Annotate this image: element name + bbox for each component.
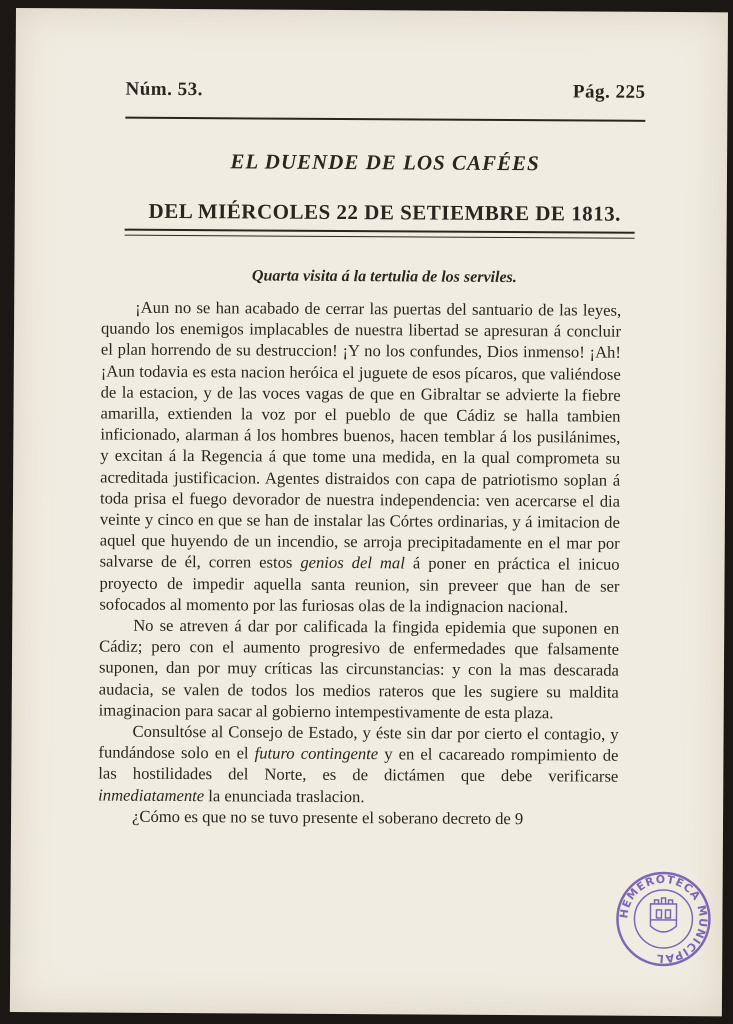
article-body <box>98 297 621 830</box>
stamp-seal-icon <box>614 870 713 969</box>
paragraph-2: No se atreven á dar por calificada la fingida epidemia que suponen en Cádiz; pero con el aumento progresivo de enfermedades que falsamente suponen, dan por muy críticas las circunstancias: y con la mas descarada audacia, se valen de todos los medios rateros que les sugiere su maldita imaginacion para sacar al gobierno intempestivamente de esta plaza. <box>98 615 620 723</box>
newspaper-page <box>10 8 728 1016</box>
svg-text:HEMEROTECA MUNICIPAL: HEMEROTECA MUNICIPAL <box>617 872 710 966</box>
issue-date: DEL MIÉRCOLES 22 DE SETIEMBRE DE 1813. <box>148 198 621 226</box>
paragraph-1: ¡Aun no se han acabado de cerrar las puertas del santuario de las leyes, quando los enemigos implacables de nuestra libertad se apresuran á concluir el plan horrendo de su destruccion! ¡Y no los confundes, Dios inmenso! ¡Ah! ¡Aun todavia es esta nacion heróica el juguete de esos pícaros, que valiéndose de la estacion, y de las voces vagas de que en Gibraltar se advierte la fiebre amarilla, extienden la voz por el pueblo de que Cádiz se halla tambien inficionado, alarman á los hombres buenos, hacen temblar á los pusilánimes, y excitan á la Regencia á que tome una medida, en la qual comprometa su acreditada justificacion. Agentes distraidos con capa de patriotismo soplan á toda prisa el fuego devorador de nuestra independencia: ven acercarse el dia veinte y cinco en que se han de instalar las Córtes ordinarias, y á imitacion de aquel que huyendo de un incendio, se arroja precipitadamente en el mar por salvarse de él, corren estos genios del mal á poner en práctica el inicuo proyecto de impedir aquella santa reunion, sin preveer que han de ser sofocados al momento por las furiosas olas de la indignacion nacional. <box>99 297 622 617</box>
library-stamp <box>614 870 713 969</box>
newspaper-title: EL DUENDE DE LOS CAFÉES <box>230 149 540 176</box>
header-rule <box>125 117 645 122</box>
paragraph-4: ¿Cómo es que no se tuvo presente el soberano decreto de 9 <box>132 806 524 828</box>
paragraph-3: Consultóse al Consejo de Estado, y éste sin dar por cierto el contagio, y fundándose solo en el futuro contingente y en el cacareado rompimiento de las hostilidades del Norte, es de dictámen que debe verificarse inmediatamente la enunciada traslacion. <box>98 721 619 806</box>
masthead-rule <box>125 229 635 239</box>
issue-number: Núm. 53. <box>125 78 203 101</box>
article-subtitle: Quarta visita á la tertulia de los serviles. <box>251 267 517 287</box>
page-number: Pág. 225 <box>572 81 646 103</box>
page-header <box>125 79 645 104</box>
